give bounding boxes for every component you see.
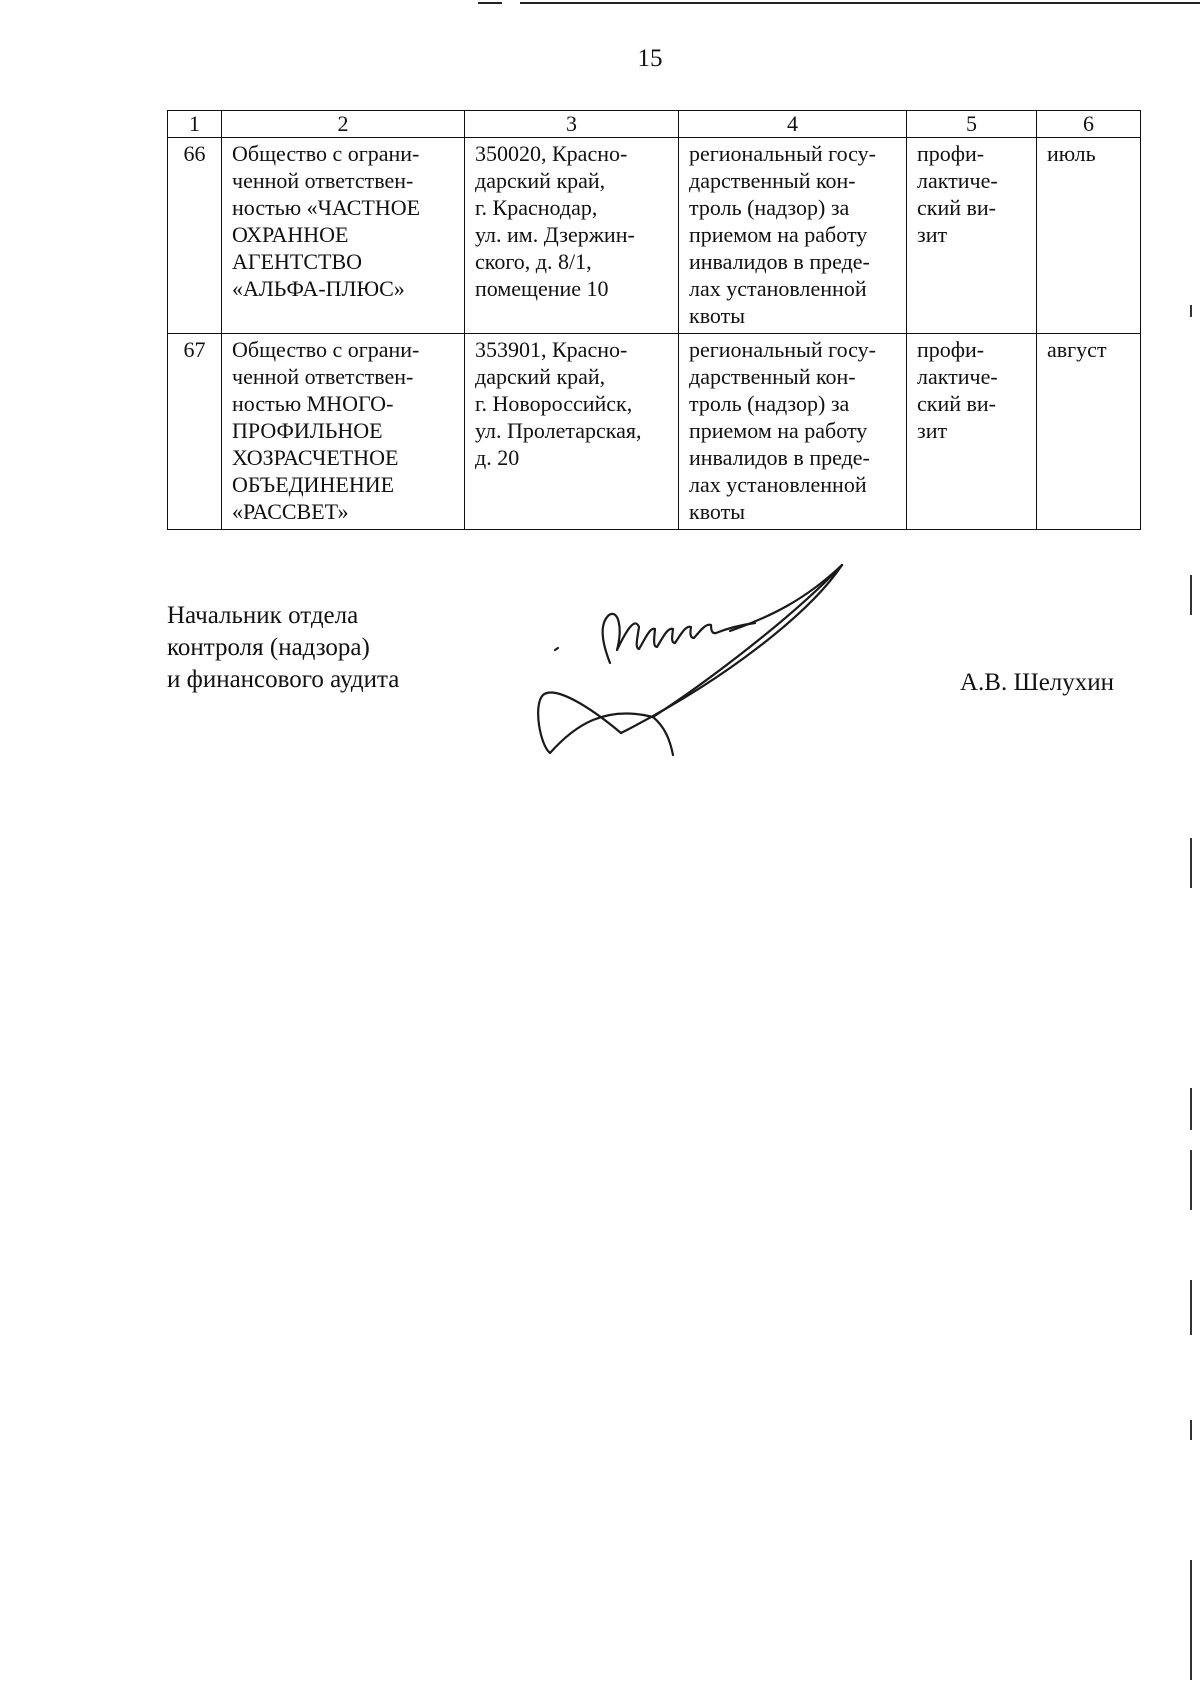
cell-text-line: 350020, Красно-: [475, 141, 628, 166]
cell-text-line: дарский край,: [475, 364, 606, 389]
scan-edge-mark: [1190, 1280, 1192, 1335]
signer-position: [167, 600, 399, 696]
cell-text-line: Общество с ограни-: [232, 141, 420, 166]
event-type-cell: [907, 334, 1037, 530]
scan-artifact-line: [478, 2, 502, 4]
signer-position-line: и финансового аудита: [167, 666, 400, 693]
cell-text-line: региональный госу-: [689, 141, 876, 166]
column-header: 3: [465, 111, 679, 138]
column-header: 4: [679, 111, 907, 138]
cell-text-line: инвалидов в преде-: [689, 445, 870, 470]
cell-text-line: зит: [917, 418, 948, 443]
cell-text-line: ностью МНОГО-: [232, 391, 394, 416]
table-row: [168, 334, 1141, 530]
cell-text-line: «РАССВЕТ»: [232, 499, 349, 524]
column-header: 6: [1037, 111, 1141, 138]
cell-text-line: ностью «ЧАСТНОЕ: [232, 195, 421, 220]
page-number: 15: [637, 45, 663, 72]
column-header: 1: [168, 111, 222, 138]
cell-text-line: приемом на работу: [689, 418, 868, 443]
cell-text-line: ул. Пролетарская,: [475, 418, 642, 443]
table-row: [168, 138, 1141, 334]
cell-text-line: ченной ответствен-: [232, 364, 414, 389]
scan-edge-mark: [1190, 575, 1192, 615]
cell-text-line: квоты: [689, 499, 746, 524]
cell-text-line: август: [1047, 337, 1107, 362]
cell-text-line: 353901, Красно-: [475, 337, 628, 362]
scan-edge-mark: [1190, 1560, 1192, 1680]
organization-cell: [222, 334, 465, 530]
cell-text-line: помещение 10: [475, 276, 609, 301]
scan-edge-mark: [1190, 305, 1192, 317]
scan-edge-mark: [1190, 1150, 1192, 1210]
cell-text-line: квоты: [689, 303, 746, 328]
cell-text-line: зит: [917, 222, 948, 247]
cell-text-line: ХОЗРАСЧЕТНОЕ: [232, 445, 399, 470]
address-cell: [465, 138, 679, 334]
cell-text-line: инвалидов в преде-: [689, 249, 870, 274]
handwritten-signature: [535, 545, 915, 775]
column-header: 5: [907, 111, 1037, 138]
scan-edge-mark: [1190, 1420, 1192, 1440]
organization-cell: [222, 138, 465, 334]
control-type-cell: [679, 334, 907, 530]
cell-text-line: профи-: [917, 337, 985, 362]
cell-text-line: дарственный кон-: [689, 168, 856, 193]
period-cell: [1037, 334, 1141, 530]
cell-text-line: г. Новороссийск,: [475, 391, 633, 416]
cell-text-line: ченной ответствен-: [232, 168, 414, 193]
cell-text-line: ского, д. 8/1,: [475, 249, 592, 274]
inspection-plan-table: [167, 110, 1141, 530]
cell-text-line: профи-: [917, 141, 985, 166]
scan-edge-mark: [1190, 1088, 1192, 1130]
cell-text-line: ОБЪЕДИНЕНИЕ: [232, 472, 395, 497]
column-header: 2: [222, 111, 465, 138]
row-number: 67: [168, 334, 222, 530]
cell-text-line: АГЕНТСТВО: [232, 249, 363, 274]
cell-text-line: г. Краснодар,: [475, 195, 598, 220]
cell-text-line: дарственный кон-: [689, 364, 856, 389]
cell-text-line: ский ви-: [917, 391, 996, 416]
table-header-row: [168, 111, 1141, 138]
cell-text-line: ОХРАННОЕ: [232, 222, 349, 247]
control-type-cell: [679, 138, 907, 334]
event-type-cell: [907, 138, 1037, 334]
cell-text-line: троль (надзор) за: [689, 195, 850, 220]
cell-text-line: лактиче-: [917, 168, 998, 193]
cell-text-line: лах установленной: [689, 472, 867, 497]
cell-text-line: «АЛЬФА-ПЛЮС»: [232, 276, 405, 301]
cell-text-line: д. 20: [475, 445, 520, 470]
cell-text-line: дарский край,: [475, 168, 606, 193]
period-cell: [1037, 138, 1141, 334]
scan-artifact-line: [520, 2, 1200, 4]
address-cell: [465, 334, 679, 530]
cell-text-line: июль: [1047, 141, 1096, 166]
cell-text-line: троль (надзор) за: [689, 391, 850, 416]
signer-name: А.В. Шелухин: [960, 669, 1115, 696]
scan-edge-mark: [1190, 838, 1192, 888]
row-number: 66: [168, 138, 222, 334]
cell-text-line: региональный госу-: [689, 337, 876, 362]
signer-position-line: Начальник отдела: [167, 602, 359, 629]
signer-position-line: контроля (надзора): [167, 634, 370, 661]
cell-text-line: приемом на работу: [689, 222, 868, 247]
cell-text-line: Общество с ограни-: [232, 337, 420, 362]
cell-text-line: ский ви-: [917, 195, 996, 220]
cell-text-line: ул. им. Дзержин-: [475, 222, 635, 247]
cell-text-line: лах установленной: [689, 276, 867, 301]
cell-text-line: лактиче-: [917, 364, 998, 389]
cell-text-line: ПРОФИЛЬНОЕ: [232, 418, 383, 443]
